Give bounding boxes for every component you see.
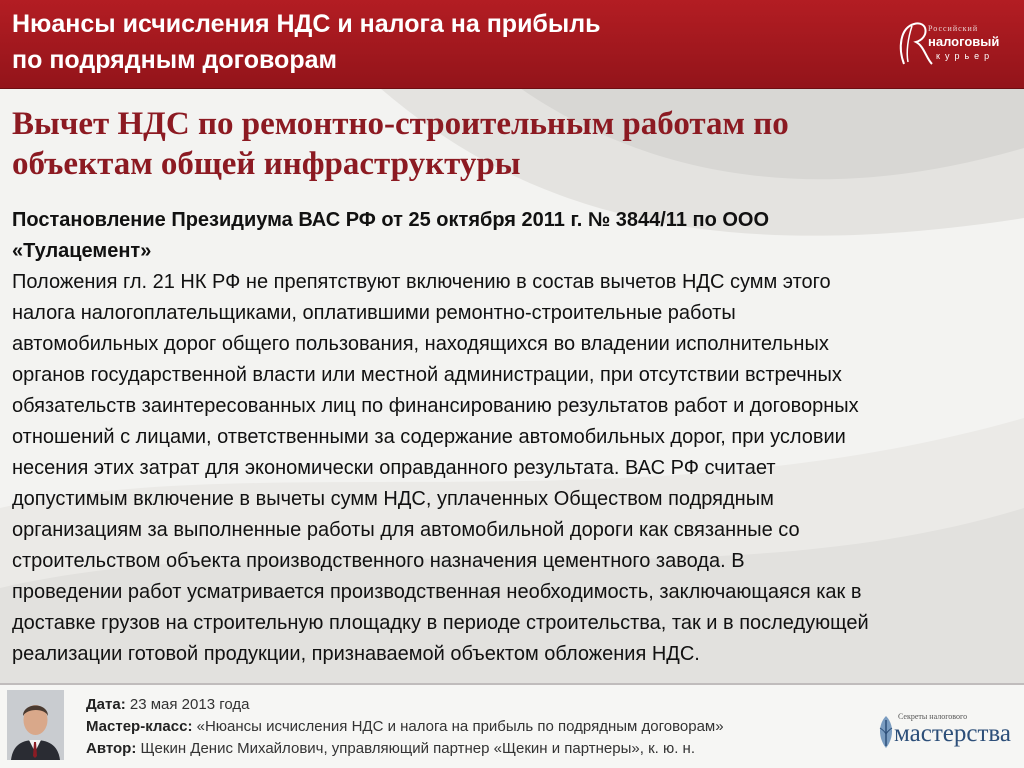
body-line: автомобильных дорог общего пользования, находящихся во владении исполнительных — [12, 333, 829, 355]
body-line: налога налогоплательщиками, оплатившими ремонтно-строительные работы — [12, 302, 736, 324]
body-line: организациям за выполненные работы для автомобильной дороги как связанные со — [12, 519, 800, 541]
nalogovy-kurier-logo — [894, 18, 1006, 70]
body-text — [12, 205, 1017, 670]
author-photo — [7, 690, 64, 760]
logo-line-3: курьер — [936, 51, 995, 61]
slide-title-line: объектам общей инфраструктуры — [12, 146, 521, 182]
header-title-line: Нюансы исчисления НДС и налога на прибыль — [12, 10, 601, 38]
body-line: обязательств заинтересованных лиц по финансированию результатов работ и договорных — [12, 395, 859, 417]
person-icon — [7, 690, 64, 760]
body-line: проведении работ усматривается производственная необходимость, заключающаяся как в — [12, 581, 862, 603]
footer-info — [86, 694, 866, 760]
slide-title — [12, 104, 1002, 184]
logo-small-text: Секреты налогового — [898, 712, 968, 721]
body-line: реализации готовой продукции, признаваемой объектом обложения НДС. — [12, 643, 700, 665]
resolution-heading-line: Постановление Президиума ВАС РФ от 25 октября 2011 г. № 3844/11 по ООО — [12, 209, 770, 231]
footer-class-row — [86, 716, 866, 738]
logo-line-1: Российский — [928, 24, 979, 33]
author-value: Щекин Денис Михайлович, управляющий партнер «Щекин и партнеры», к. ю. н. — [136, 740, 696, 757]
body-line: несения этих затрат для экономически оправданного результата. ВАС РФ считает — [12, 457, 776, 479]
date-value: 23 мая 2013 года — [125, 696, 250, 713]
footer-date-row — [86, 694, 866, 716]
body-line: строительством объекта производственного назначения цементного завода. В — [12, 550, 745, 572]
author-label: Автор: — [86, 740, 137, 757]
class-label: Мастер-класс: — [86, 718, 193, 735]
class-value: «Нюансы исчисления НДС и налога на прибыль по подрядным договорам» — [192, 718, 724, 735]
body-line: допустимым включение в вычеты сумм НДС, уплаченных Обществом подрядным — [12, 488, 774, 510]
logo-line-2: налоговый — [928, 34, 1000, 49]
body-line: Положения гл. 21 НК РФ не препятствуют включению в состав вычетов НДС сумм этого — [12, 271, 831, 293]
logo-big-text: мастерства — [894, 720, 1011, 747]
body-line: доставке грузов на строительную площадку в периоде строительства, так и в последующей — [12, 612, 869, 634]
header-title-line: по подрядным договорам — [12, 46, 337, 74]
footer-author-row — [86, 738, 866, 760]
resolution-heading-line: «Тулацемент» — [12, 240, 152, 262]
slide-title-line: Вычет НДС по ремонтно-строительным работам по — [12, 106, 789, 142]
date-label: Дата: — [86, 696, 126, 713]
header-bar — [0, 0, 1024, 89]
sekrety-masterstva-logo — [874, 708, 1016, 752]
header-title — [12, 6, 772, 78]
body-line: органов государственной власти или местной администрации, при отсутствии встречных — [12, 364, 842, 386]
body-line: отношений с лицами, ответственными за содержание автомобильных дорог, при условии — [12, 426, 846, 448]
